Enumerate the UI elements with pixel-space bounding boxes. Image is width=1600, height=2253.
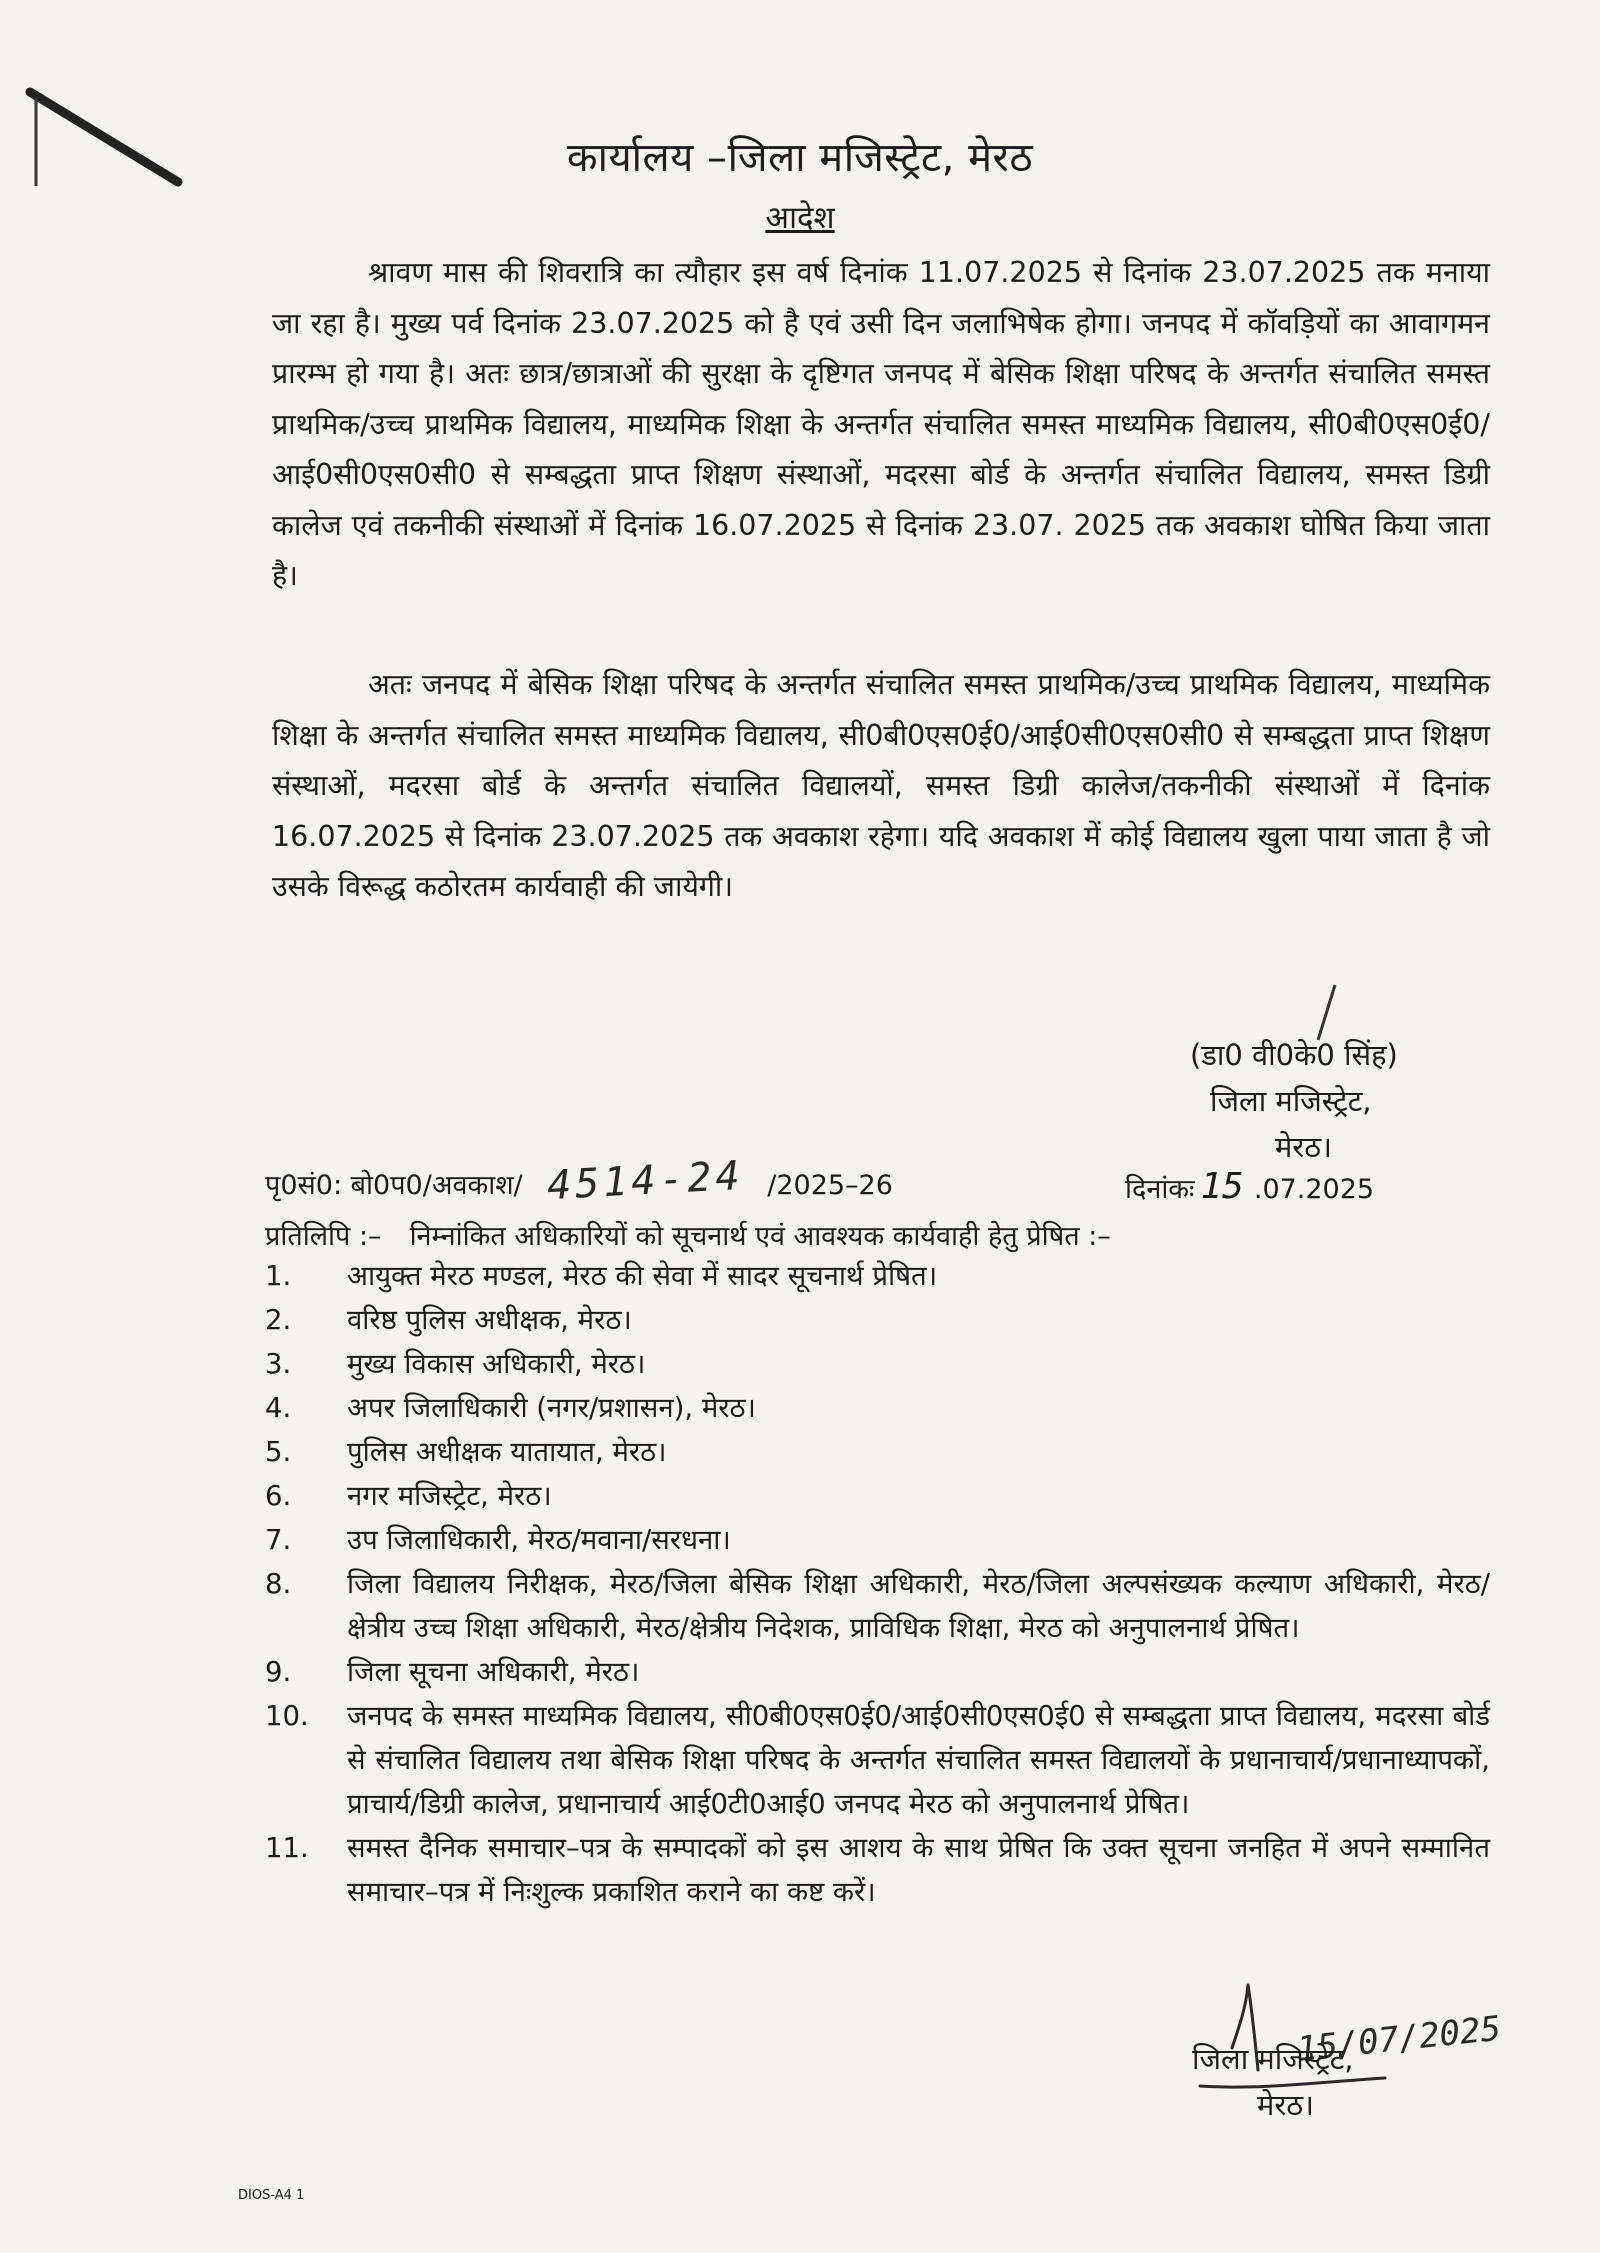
recipient-list: [265, 1254, 1490, 1914]
list-item: 1. आयुक्त मेरठ मण्डल, मेरठ की सेवा में सादर सूचनार्थ प्रेषित।: [265, 1260, 938, 1292]
footer-code: DIOS-A4 1: [238, 2188, 305, 2203]
reference-year: /2025–26: [767, 1170, 893, 1201]
list-item: 11. समस्त दैनिक समाचार–पत्र के सम्पादकों को इस आशय के साथ प्रेषित कि उक्त सूचना जनहित में अपने सम्मानित समाचार–पत्र में निःशुल्क प्रकाशित कराने का कष्ट करें।: [265, 1832, 1490, 1908]
signatory-place: मेरठ।: [1275, 1130, 1333, 1164]
order-paragraph-2: अतः जनपद में बेसिक शिक्षा परिषद के अन्तर्गत संचालित समस्त प्राथमिक/उच्च प्राथमिक विद्यालय, माध्यमिक शिक्षा के अन्तर्गत संचालित समस्त माध्यमिक विद्यालय, सी0बी0एस0ई0/आई0सी0एस0सी0 से सम्बद्धता प्राप्त शिक्षण संस्थाओं, मदरसा बोर्ड के अन्तर्गत संचालित विद्यालयों, समस्त डिग्री कालेज/तकनीकी संस्थाओं में दिनांक 16.07.2025 से दिनांक 23.07.2025 तक अवकाश रहेगा। यदि अवकाश में कोई विद्यालय खुला पाया जाता है जो उसके विरूद्ध कठोरतम कार्यवाही की जायेगी।: [272, 668, 1490, 903]
handwritten-reference-number: 4514-24: [545, 1152, 745, 1210]
list-item: 2. वरिष्ठ पुलिस अधीक्षक, मेरठ।: [265, 1304, 632, 1336]
copy-to-intro: निम्नांकित अधिकारियों को सूचनार्थ एवं आवश्यक कार्यवाही हेतु प्रेषित :–: [409, 1221, 1111, 1252]
reference-prefix: पृ0सं0: बो0प0/अवकाश/: [265, 1170, 523, 1201]
signatory-designation: जिला मजिस्ट्रेट,: [1210, 1084, 1372, 1118]
list-item: 6. नगर मजिस्ट्रेट, मेरठ।: [265, 1480, 552, 1512]
copy-to-label: प्रतिलिपि :–: [265, 1221, 382, 1252]
signature-block-2: [1192, 2036, 1354, 2128]
order-title: आदेश: [765, 200, 835, 236]
list-item: 10. जनपद के समस्त माध्यमिक विद्यालय, सी0बी0एस0ई0/आई0सी0एस0ई0 से सम्बद्धता प्राप्त विद्यालय, मदरसा बोर्ड से संचालित विद्यालय तथा बेसिक शिक्षा परिषद के अन्तर्गत संचालित समस्त विद्यालयों के प्रधानाचार्य/प्रधानाध्यापकों, प्राचार्य/डिग्री कालेज, प्रधानाचार्य आई0टी0आई0 जनपद मेरठ को अनुपालनार्थ प्रेषित।: [265, 1700, 1490, 1820]
list-item: 7. उप जिलाधिकारी, मेरठ/मवाना/सरधना।: [265, 1524, 731, 1556]
signature-block: [1190, 1032, 1510, 1170]
list-item: 3. मुख्य विकास अधिकारी, मेरठ।: [265, 1348, 646, 1380]
signatory-place-2: मेरठ।: [1257, 2088, 1315, 2122]
copy-to-heading: [265, 1216, 1111, 1253]
signatory-designation-2: जिला मजिस्ट्रेट,: [1192, 2042, 1354, 2076]
list-item: 8. जिला विद्यालय निरीक्षक, मेरठ/जिला बेसिक शिक्षा अधिकारी, मेरठ/जिला अल्पसंख्यक कल्याण अधिकारी, मेरठ/क्षेत्रीय उच्च शिक्षा अधिकारी, मेरठ/क्षेत्रीय निदेशक, प्राविधिक शिक्षा, मेरठ को अनुपालनार्थ प्रेषित।: [265, 1568, 1490, 1644]
list-item: 4. अपर जिलाधिकारी (नगर/प्रशासन), मेरठ।: [265, 1392, 756, 1424]
reference-date: [1125, 1166, 1374, 1207]
office-title: कार्यालय –जिला मजिस्ट्रेट, मेरठ: [566, 135, 1034, 181]
date-label: दिनांकः: [1125, 1174, 1195, 1205]
handwritten-signature-date: 15/07/2025: [1295, 2008, 1503, 2070]
handwritten-date-day: 15: [1200, 1166, 1244, 1207]
list-item: 5. पुलिस अधीक्षक यातायात, मेरठ।: [265, 1436, 667, 1468]
signatory-name: (डा0 वी0के0 सिंह): [1190, 1038, 1398, 1072]
list-item: 9. जिला सूचना अधिकारी, मेरठ।: [265, 1656, 640, 1688]
date-suffix: .07.2025: [1253, 1174, 1375, 1205]
reference-number: [265, 1152, 893, 1210]
order-paragraph-1: श्रावण मास की शिवरात्रि का त्यौहार इस वर्ष दिनांक 11.07.2025 से दिनांक 23.07.2025 तक मनाया जा रहा है। मुख्य पर्व दिनांक 23.07.2025 को है एवं उसी दिन जलाभिषेक होगा। जनपद में कॉवड़ियों का आवागमन प्रारम्भ हो गया है। अतः छात्र/छात्राओं की सुरक्षा के दृष्टिगत जनपद में बेसिक शिक्षा परिषद के अन्तर्गत संचालित समस्त प्राथमिक/उच्च प्राथमिक विद्यालय, माध्यमिक शिक्षा के अन्तर्गत संचालित समस्त माध्यमिक विद्यालय, सी0बी0एस0ई0/आई0सी0एस0सी0 से सम्बद्धता प्राप्त शिक्षण संस्थाओं, मदरसा बोर्ड के अन्तर्गत संचालित विद्यालय, समस्त डिग्री कालेज एवं तकनीकी संस्थाओं में दिनांक 16.07.2025 से दिनांक 23.07. 2025 तक अवकाश घोषित किया जाता है।: [272, 256, 1490, 592]
